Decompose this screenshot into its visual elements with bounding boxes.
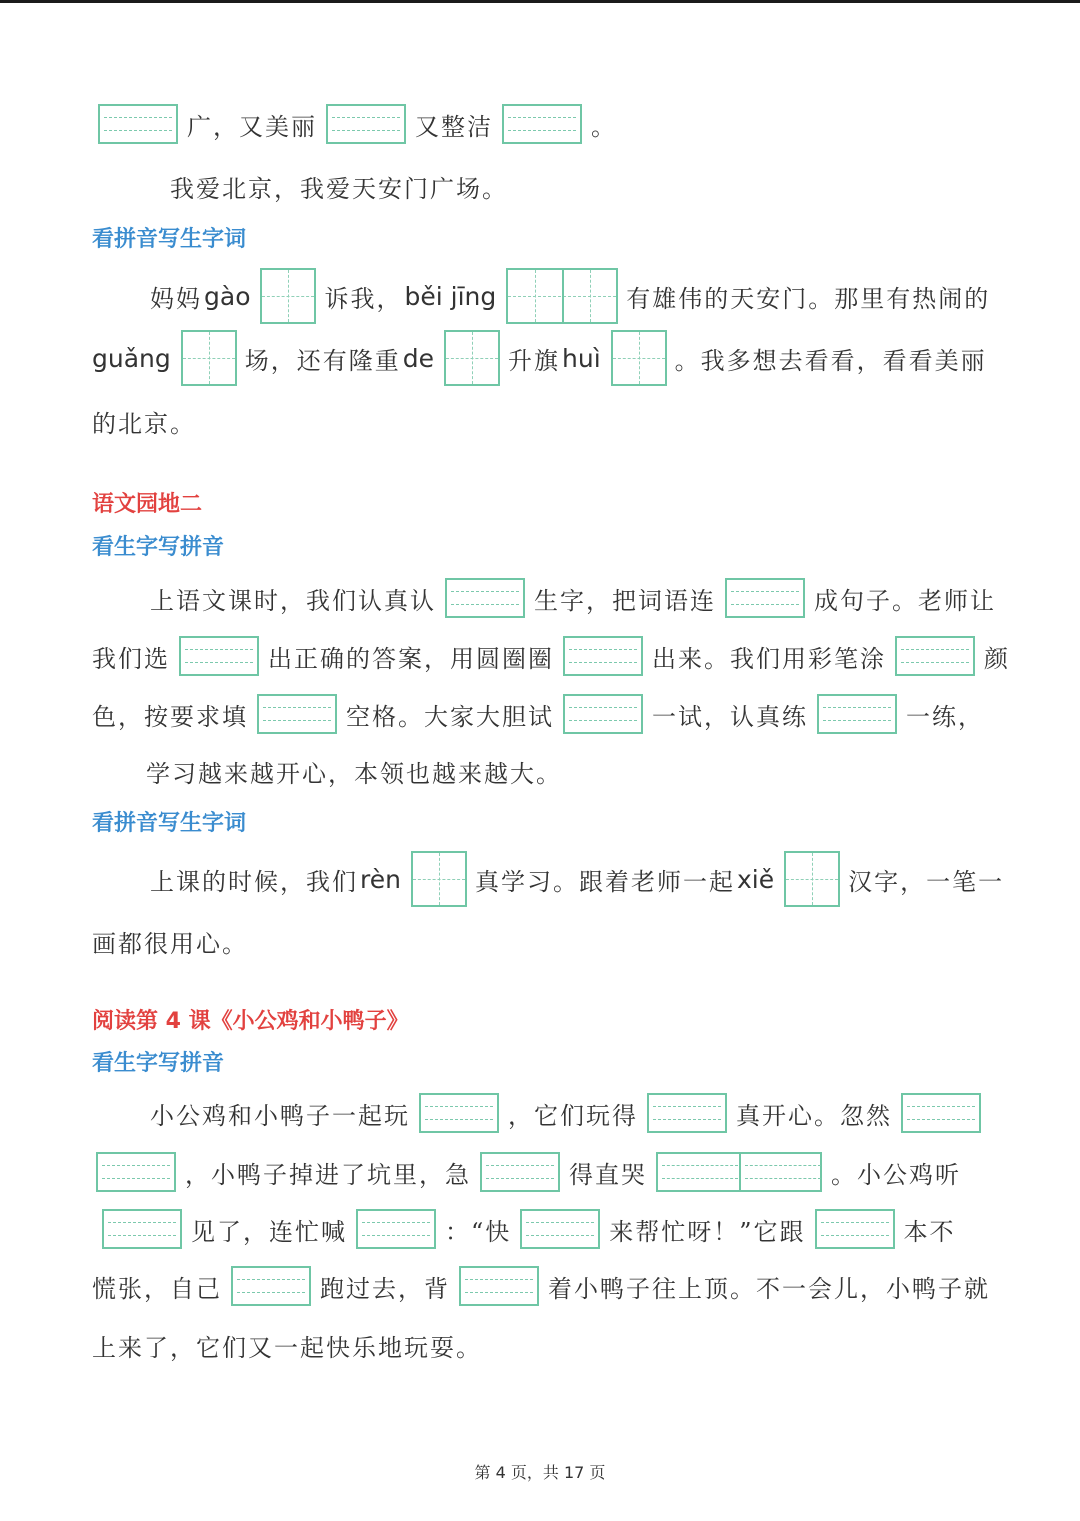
pinyin-answer-box[interactable] [96,1152,176,1192]
text: 一练， [906,702,984,731]
text: ：“快 [445,1217,512,1246]
pinyin-answer-box[interactable] [725,578,805,618]
text: 。我多想去看看，看看美丽 [674,346,987,375]
section-heading: 看生字写拼音 [92,1051,225,1076]
pinyin: de [402,343,434,373]
text: 出来。我们用彩笔涂 [652,644,886,673]
pinyin: xiě [736,864,775,894]
section-heading: 看生字写拼音 [92,535,225,560]
text: 我们选 [92,644,170,673]
char-line-2 [92,328,987,388]
fill-line [92,684,984,744]
text: 升旗 [508,346,560,375]
char-line [150,849,1004,909]
text: 一试，认真练 [652,702,808,731]
pinyin: huì [562,343,601,373]
char-answer-box[interactable] [444,330,500,386]
text: 妈妈 [150,284,202,313]
text: ，小鸭子掉进了坑里，急 [185,1160,471,1189]
sentence-line: 学习越来越开心，本领也越来越大。 [146,759,562,788]
pinyin: běi jīng [404,281,497,311]
page-number: 第 4 页，共 17 页 [474,1463,606,1482]
sentence-line: 画都很用心。 [92,929,248,958]
pinyin-answer-box[interactable] [356,1209,436,1249]
text: 汉字，一笔一 [848,867,1005,896]
text: 跑过去，背 [320,1274,450,1303]
pinyin-answer-box[interactable] [817,694,897,734]
pinyin-answer-box[interactable] [480,1152,560,1192]
text: ，它们玩得 [508,1101,638,1130]
text: 颜 [984,644,1010,673]
pinyin-answer-box[interactable] [257,694,337,734]
pinyin-answer-box[interactable] [445,578,525,618]
text: 出正确的答案，用圆圈圈 [268,644,554,673]
lesson-title: 阅读第 4 课《小公鸡和小鸭子》 [92,1009,409,1034]
sentence-line: 我爱北京，我爱天安门广场。 [170,174,508,203]
pinyin-answer-box[interactable] [419,1093,499,1133]
char-answer-box[interactable] [260,268,316,324]
text: 有雄伟的天安门。那里有热闹的 [626,284,991,313]
char-answer-box-double[interactable] [506,268,618,324]
fill-line [92,1256,990,1316]
pinyin-answer-box[interactable] [563,636,643,676]
pinyin-answer-box-double[interactable] [656,1152,822,1192]
pinyin: gào [204,281,251,311]
pinyin-answer-box[interactable] [815,1209,895,1249]
fill-line [102,1199,956,1259]
fill-line-1 [98,94,617,154]
sentence-line: 的北京。 [92,409,196,438]
pinyin: guǎng [92,343,171,373]
pinyin-answer-box[interactable] [459,1266,539,1306]
text: 成句子。老师让 [814,586,996,615]
text: 着小鸭子往上顶。不一会儿，小鸭子就 [548,1274,990,1303]
text: 空格。大家大胆试 [346,702,554,731]
text: 得直哭 [569,1160,647,1189]
char-answer-box[interactable] [181,330,237,386]
pinyin-answer-box[interactable] [102,1209,182,1249]
text: 来帮忙呀！”它跟 [609,1217,806,1246]
text: 。小公鸡听 [831,1160,961,1189]
text: 真开心。忽然 [736,1101,892,1130]
text: 又整洁 [415,112,493,141]
pinyin-answer-box[interactable] [179,636,259,676]
text: 真学习。跟着老师一起 [474,867,735,896]
char-answer-box[interactable] [784,851,840,907]
top-border [0,0,1080,3]
text: 色，按要求填 [92,702,248,731]
lesson-title: 语文园地二 [92,492,203,517]
pinyin-answer-box[interactable] [563,694,643,734]
fill-line [96,1142,961,1202]
char-answer-box[interactable] [611,330,667,386]
text: 小公鸡和小鸭子一起玩 [150,1101,410,1130]
pinyin: rèn [360,864,401,894]
text: 场，还有隆重 [244,346,401,375]
pinyin-answer-box[interactable] [901,1093,981,1133]
text: 本不 [903,1217,956,1246]
text: 广，又美丽 [187,112,317,141]
text: 见了，连忙喊 [191,1217,347,1246]
char-answer-box[interactable] [411,851,467,907]
fill-line [150,568,996,628]
sentence-line: 上来了，它们又一起快乐地玩耍。 [92,1333,482,1362]
text: 诉我， [324,284,403,313]
section-heading: 看拼音写生字词 [92,811,247,836]
pinyin-answer-box[interactable] [520,1209,600,1249]
text: 生字，把词语连 [534,586,716,615]
section-heading: 看拼音写生字词 [92,227,247,252]
pinyin-answer-box[interactable] [502,104,582,144]
pinyin-answer-box[interactable] [231,1266,311,1306]
text: 上语文课时，我们认真认 [150,586,436,615]
pinyin-answer-box[interactable] [895,636,975,676]
fill-line [92,626,1010,686]
pinyin-answer-box[interactable] [647,1093,727,1133]
fill-line [150,1083,990,1143]
text: 上课的时候，我们 [150,867,358,896]
text: 慌张，自己 [92,1274,222,1303]
text: 。 [591,112,617,141]
pinyin-answer-box[interactable] [98,104,178,144]
pinyin-answer-box[interactable] [326,104,406,144]
char-line-1 [150,266,990,326]
